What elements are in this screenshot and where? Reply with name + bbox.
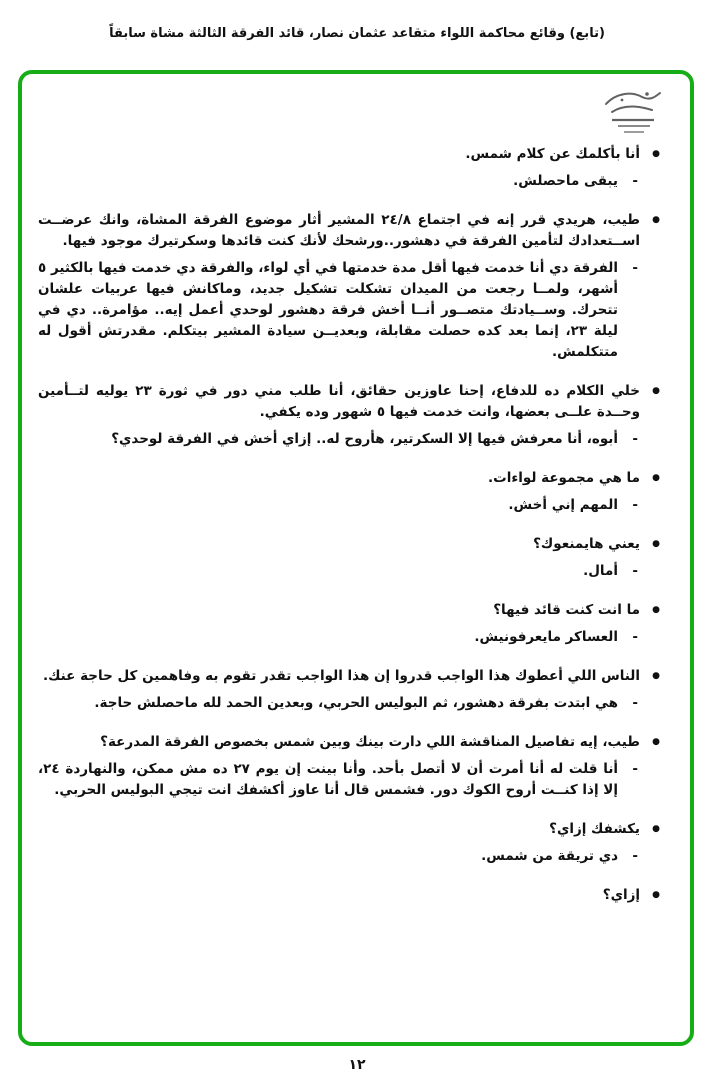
bullet-marker: ● <box>652 215 660 225</box>
bullet-marker: ● <box>652 671 660 681</box>
dialogue-text: المهم إني أخش. <box>508 497 618 513</box>
dialogue-item <box>38 429 660 450</box>
dialogue-item <box>38 627 660 648</box>
dash-marker: - <box>632 497 638 513</box>
dialogue-text: طيب، إيه تفاصيل المناقشة اللي دارت بينك وبين شمس بخصوص الفرقة المدرعة؟ <box>100 734 640 750</box>
dialogue-text: أنا قلت له أنا أمرت أن لا أتصل بأحد. وأنا بينت إن يوم ٢٧ ده مش ممكن، والنهاردة ٢٤، إلا إذا كنــت أروح الكوك دور. فشمس قال أنا عاوز أكشفك انت تيجي البوليس الحربي. <box>38 761 619 798</box>
dialogue-text: ما انت كنت قائد فيها؟ <box>493 602 640 618</box>
dialogue-text: ما هي مجموعة لواءات. <box>488 470 640 486</box>
dialogue-item <box>38 210 660 252</box>
dialogue-item <box>38 495 660 516</box>
dialogue-item <box>38 846 660 867</box>
dialogue-text: أبوه، أنا معرفش فيها إلا السكرتير، هأروح له.. إزاي أخش في الفرقة لوحدي؟ <box>111 431 618 447</box>
green-border-frame <box>18 70 694 1046</box>
dialogue-item <box>38 381 660 423</box>
dialogue-text: يبقى ماحصلش. <box>513 173 618 189</box>
dialogue-item <box>38 759 660 801</box>
dialogue-item <box>38 561 660 582</box>
bullet-marker: ● <box>652 824 660 834</box>
dialogue-text: دي تريقة من شمس. <box>481 848 618 864</box>
dash-marker: - <box>632 260 638 276</box>
dialogue-item <box>38 819 660 840</box>
page-number: ١٢ <box>348 1057 366 1073</box>
bullet-marker: ● <box>652 386 660 396</box>
dash-marker: - <box>632 563 638 579</box>
dialogue-item <box>38 171 660 192</box>
dialogue-text: هي ابتدت بفرقة دهشور، ثم البوليس الحربي، وبعدين الحمد لله ماحصلش حاجة. <box>94 695 618 711</box>
dash-marker: - <box>632 761 638 777</box>
bullet-marker: ● <box>652 890 660 900</box>
dialogue-text: العساكر مايعرفونيش. <box>474 629 618 645</box>
dialogue-item <box>38 468 660 489</box>
dialogue-item <box>38 666 660 687</box>
dialogue-text: الناس اللي أعطوك هذا الواجب قدروا إن هذا الواجب تقدر تقوم به وفاهمين كل حاجة عنك. <box>42 668 640 684</box>
dialogue-item <box>38 693 660 714</box>
dialogue-text: يعني هايمنعوك؟ <box>533 536 640 552</box>
dash-marker: - <box>632 431 638 447</box>
dash-marker: - <box>632 848 638 864</box>
dash-marker: - <box>632 695 638 711</box>
dialogue-text: يكشفك إزاي؟ <box>549 821 640 837</box>
dialogue-item <box>38 534 660 555</box>
dialogue-item <box>38 144 660 165</box>
dialogue-text: أنا بأكلمك عن كلام شمس. <box>465 146 640 162</box>
dash-marker: - <box>632 629 638 645</box>
bullet-marker: ● <box>652 605 660 615</box>
dialogue-list <box>38 144 660 1024</box>
dialogue-text: أمال. <box>583 563 618 579</box>
dialogue-text: طيب، هريدي قرر إنه في اجتماع ٢٤/٨ المشير أثار موضوع الفرقة المشاة، وانك عرضــت اســتعدادك لتأمين الفرقة في دهشور..ورشحك لأنك كنت قائدها وسكرتيرك موجود فيها. <box>38 212 640 249</box>
dialogue-item <box>38 885 660 906</box>
page-header-title: (تابع) وقائع محاكمة اللواء متقاعد عثمان نصار، قائد الفرقة الثالثة مشاة سابقاً <box>109 26 605 41</box>
bullet-marker: ● <box>652 539 660 549</box>
bullet-marker: ● <box>652 149 660 159</box>
dialogue-text: خلي الكلام ده للدفاع، إحنا عاوزين حقائق، أنا طلب مني دور في ثورة ٢٣ يوليه لتــأمين وحــدة علــى بعضها، وانت خدمت فيها ٥ شهور وده يكفي. <box>38 383 640 420</box>
bullet-marker: ● <box>652 473 660 483</box>
dialogue-text: الفرقة دي أنا خدمت فيها أقل مدة خدمتها في أي لواء، والفرقة دي خدمت فيها بالكثير ٥ أشهر، ولمــا رجعت من الميدان تشكلت تشكيل جديد، وماكانش فيها عربيات علشان تتحرك. وســيادتك متصــور أنــا أخش فرقة دهشور لوحدي أعمل إيه.. مؤامرة.. دي في ليلة ٢٣، إنما بعد كده حصلت مقابلة، وبعديــن سيادة المشير بيتكلم. مقدرتش أقول له متتكلمش. <box>38 260 618 360</box>
dialogue-text: إزاي؟ <box>602 887 640 903</box>
dialogue-item <box>38 258 660 363</box>
dialogue-item <box>38 732 660 753</box>
dialogue-item <box>38 600 660 621</box>
press-stamp-icon <box>600 88 664 136</box>
dash-marker: - <box>632 173 638 189</box>
bullet-marker: ● <box>652 737 660 747</box>
